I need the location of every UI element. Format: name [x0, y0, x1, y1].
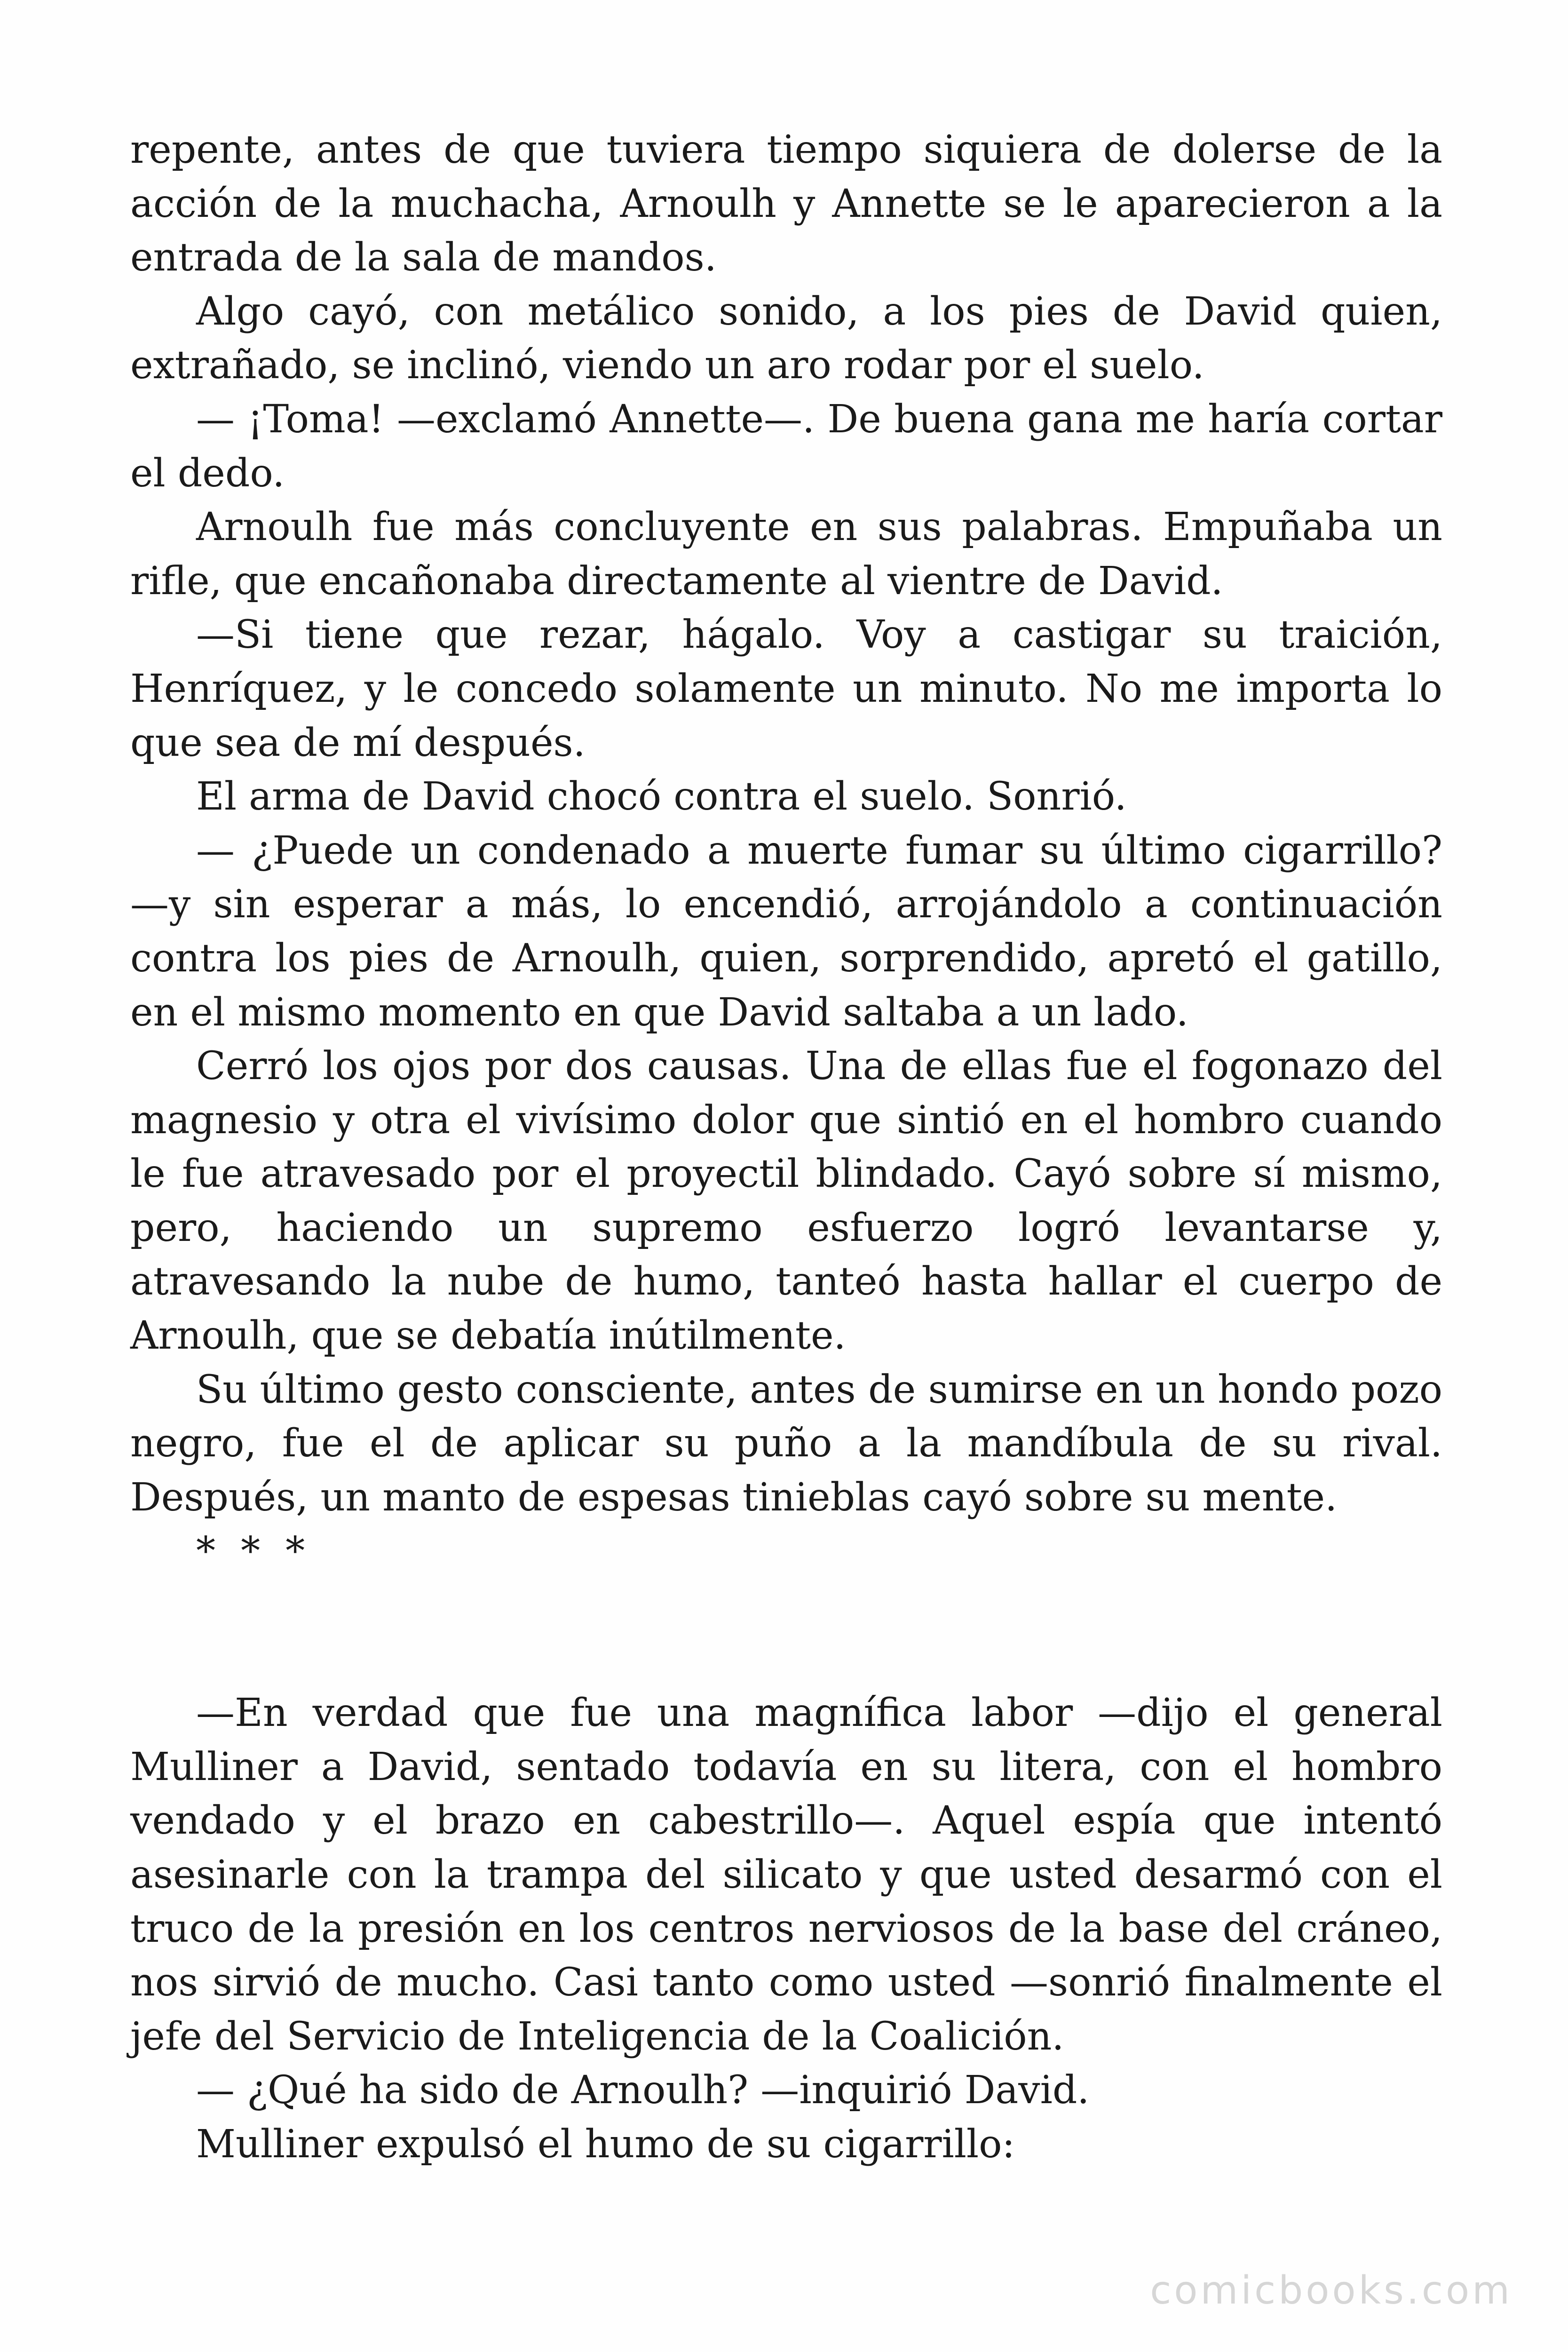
paragraph: Algo cayó, con metálico sonido, a los pies de David quien, extrañado, se inclinó, viendo un aro rodar por el suelo. — [130, 289, 1442, 388]
scene-break: * * * — [196, 1529, 312, 1574]
paragraph: — ¿Qué ha sido de Arnoulh? —inquirió David. — [196, 2068, 1090, 2113]
paragraph: Cerró los ojos por dos causas. Una de ellas fue el fogonazo del magnesio y otra el vivísimo dolor que sintió en el hombro cuando le fue atravesado por el proyectil blindado. Cayó sobre sí mismo, pero, haciendo un supremo esfuerzo logró levantarse y, atravesando la nube de humo, tanteó hasta hallar el cuerpo de Arnoulh, que se debatía inútilmente. — [130, 1044, 1442, 1359]
paragraph: Su último gesto consciente, antes de sumirse en un hondo pozo negro, fue el de aplicar su puño a la mandíbula de su rival. Después, un manto de espesas tinieblas cayó sobre su mente. — [130, 1367, 1442, 1520]
watermark: comicbooks.com — [1150, 2268, 1513, 2313]
paragraph: —En verdad que fue una magnífica labor —dijo el general Mulliner a David, sentado todavía en su litera, con el hombro vendado y el brazo en cabestrillo—. Aquel espía que intentó asesinarle con la trampa del silicato y que usted desarmó con el truco de la presión en los centros nerviosos de la base del cráneo, nos sirvió de mucho. Casi tanto como usted —sonrió finalmente el jefe del Servicio de Inteligencia de la Coalición. — [130, 1691, 1442, 2059]
paragraph: — ¿Puede un condenado a muerte fumar su último cigarrillo? —y sin esperar a más, lo encendió, arrojándolo a continuación contra los pies de Arnoulh, quien, sorprendido, apretó el gatillo, en el mismo momento en que David saltaba a un lado. — [130, 828, 1442, 1035]
paragraph: — ¡Toma! —exclamó Annette—. De buena gana me haría cortar el dedo. — [130, 397, 1442, 496]
paragraph: Mulliner expulsó el humo de su cigarrillo: — [196, 2122, 1015, 2167]
paragraph: repente, antes de que tuviera tiempo siquiera de dolerse de la acción de la muchacha, Arnoulh y Annette se le aparecieron a la entrada de la sala de mandos. — [130, 127, 1442, 280]
paragraph: —Si tiene que rezar, hágalo. Voy a castigar su traición, Henríquez, y le concedo solamente un minuto. No me importa lo que sea de mí después. — [130, 612, 1442, 765]
paragraph: El arma de David chocó contra el suelo. Sonrió. — [196, 774, 1127, 819]
page-text — [130, 123, 1442, 2172]
paragraph: Arnoulh fue más concluyente en sus palabras. Empuñaba un rifle, que encañonaba directamente al vientre de David. — [130, 505, 1442, 604]
